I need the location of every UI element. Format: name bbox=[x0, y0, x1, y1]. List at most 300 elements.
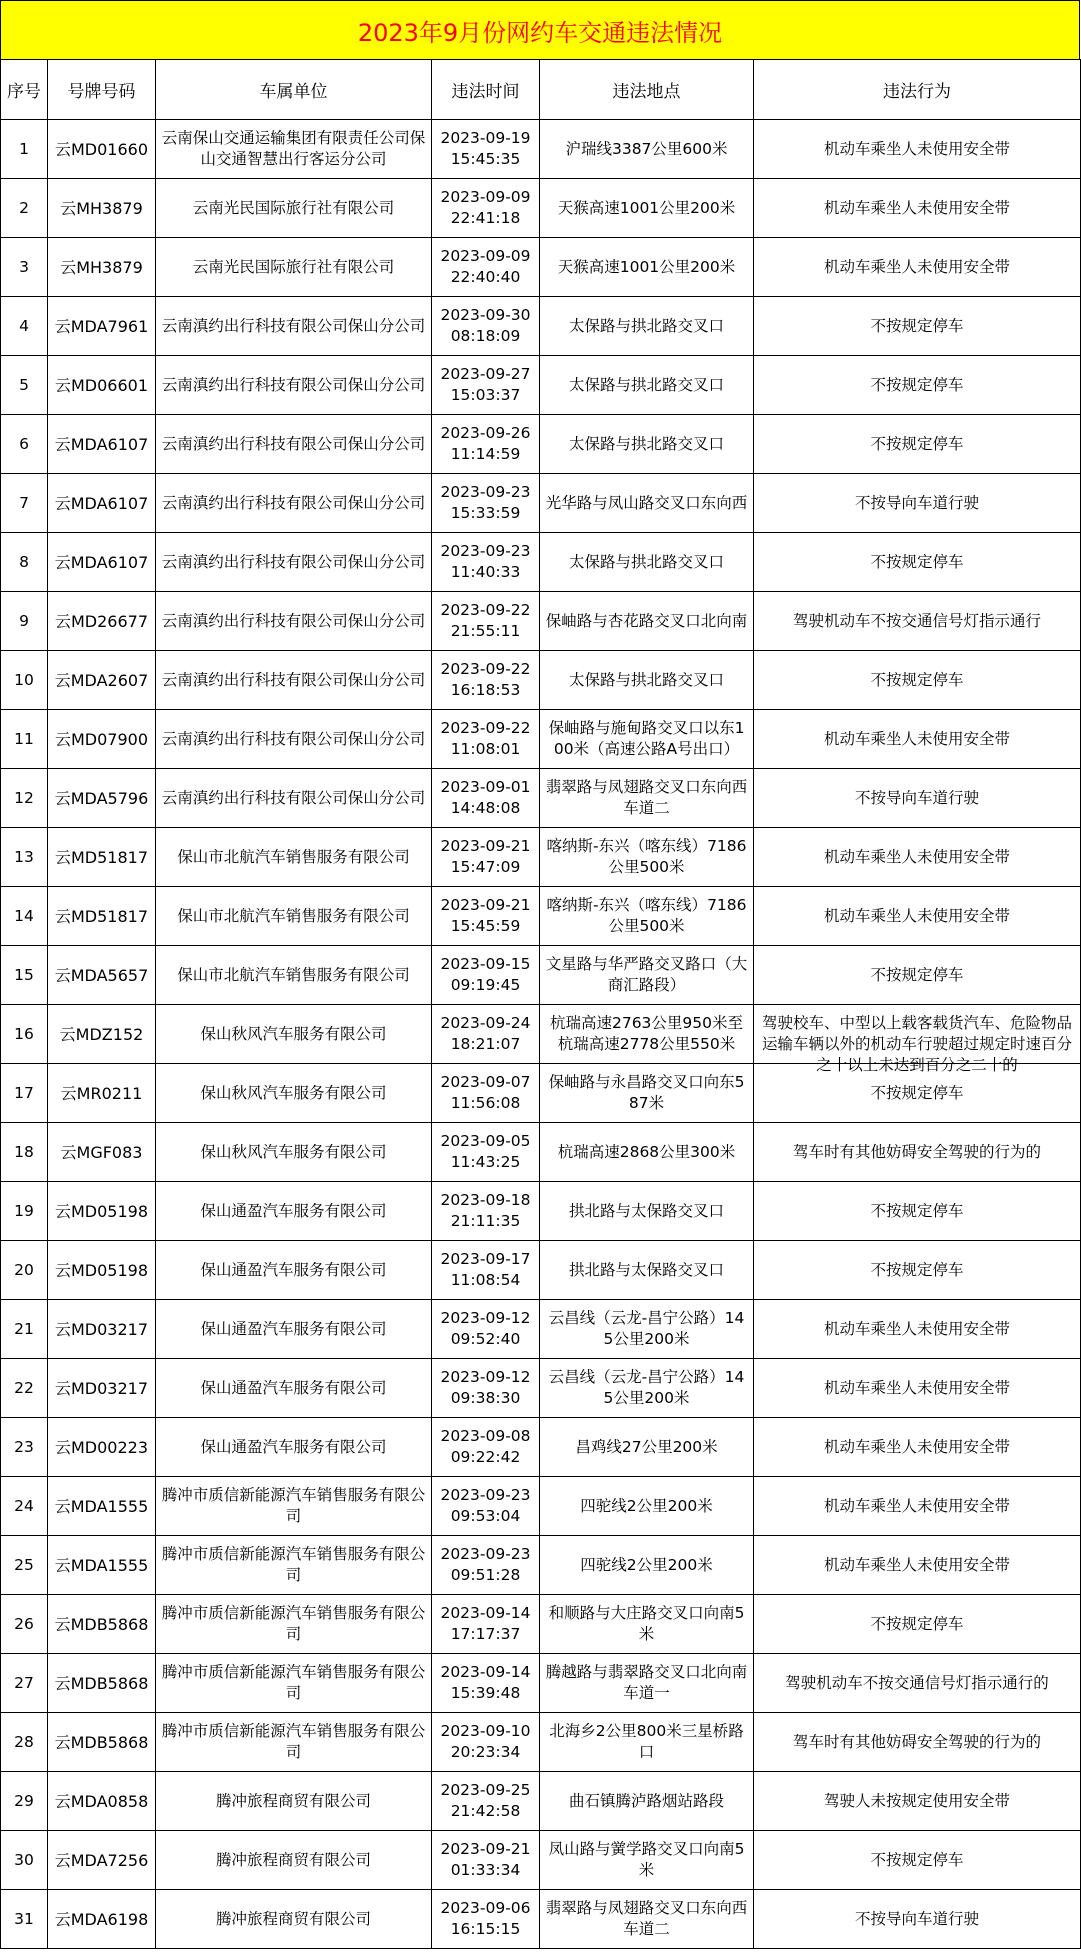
violation-clock-time: 09:52:40 bbox=[450, 1330, 521, 1348]
unit-cell bbox=[156, 1890, 432, 1949]
table-row bbox=[1, 1713, 1081, 1772]
place-text: 杭瑞高速2763公里950米至杭瑞高速2778公里550米 bbox=[549, 1014, 744, 1053]
row-number-cell: 2 bbox=[1, 179, 48, 238]
unit-cell bbox=[156, 1241, 432, 1300]
violation-time-cell bbox=[432, 1182, 540, 1241]
act-cell bbox=[754, 651, 1081, 710]
unit-text: 云南滇约出行科技有限公司保山分公司 bbox=[161, 670, 426, 689]
plate-cell: 云MDA6107 bbox=[48, 474, 156, 533]
act-text: 机动车乘坐人未使用安全带 bbox=[823, 1319, 1010, 1338]
row-number-cell: 8 bbox=[1, 533, 48, 592]
violation-date: 2023-09-27 bbox=[440, 365, 531, 383]
header-cell-act: 违法行为 bbox=[754, 60, 1081, 120]
plate-cell: 云MDA1555 bbox=[48, 1477, 156, 1536]
place-text: 文星路与华严路交叉路口（大商汇路段） bbox=[545, 955, 748, 994]
unit-cell bbox=[156, 120, 432, 179]
place-text: 太保路与拱北路交叉口 bbox=[568, 434, 724, 453]
violation-clock-time: 11:56:08 bbox=[450, 1094, 521, 1112]
violation-table bbox=[0, 59, 1081, 1949]
act-cell bbox=[754, 1536, 1081, 1595]
plate-cell: 云MDA6198 bbox=[48, 1890, 156, 1949]
place-cell bbox=[540, 828, 754, 887]
violation-date: 2023-09-14 bbox=[440, 1663, 531, 1681]
violation-time-cell bbox=[432, 1536, 540, 1595]
table-row bbox=[1, 179, 1081, 238]
place-text: 喀纳斯-东兴（喀东线）7186公里500米 bbox=[546, 896, 747, 935]
place-cell bbox=[540, 238, 754, 297]
violation-time-cell bbox=[432, 474, 540, 533]
unit-text: 腾冲旅程商贸有限公司 bbox=[215, 1850, 371, 1869]
violation-time-cell bbox=[432, 179, 540, 238]
plate-cell: 云MH3879 bbox=[48, 179, 156, 238]
table-row bbox=[1, 1123, 1081, 1182]
act-text: 机动车乘坐人未使用安全带 bbox=[823, 1437, 1010, 1456]
plate-cell: 云MD51817 bbox=[48, 828, 156, 887]
act-text: 不按规定停车 bbox=[870, 552, 964, 571]
table-row bbox=[1, 1477, 1081, 1536]
violation-time-cell bbox=[432, 120, 540, 179]
header-cell-plate: 号牌号码 bbox=[48, 60, 156, 120]
violation-date: 2023-09-09 bbox=[440, 247, 531, 265]
violation-clock-time: 08:18:09 bbox=[450, 327, 521, 345]
violation-time-cell bbox=[432, 1241, 540, 1300]
place-cell bbox=[540, 1831, 754, 1890]
place-cell bbox=[540, 1772, 754, 1831]
violation-date: 2023-09-22 bbox=[440, 601, 531, 619]
violation-time-cell bbox=[432, 356, 540, 415]
place-cell bbox=[540, 1123, 754, 1182]
unit-cell bbox=[156, 1300, 432, 1359]
violation-date: 2023-09-24 bbox=[440, 1014, 531, 1032]
violation-date: 2023-09-15 bbox=[440, 955, 531, 973]
violation-date: 2023-09-01 bbox=[440, 778, 531, 796]
act-text: 机动车乘坐人未使用安全带 bbox=[823, 139, 1010, 158]
violation-date: 2023-09-23 bbox=[440, 1545, 531, 1563]
violation-time-cell bbox=[432, 946, 540, 1005]
unit-cell bbox=[156, 1064, 432, 1123]
unit-cell bbox=[156, 1713, 432, 1772]
place-text: 杭瑞高速2868公里300米 bbox=[557, 1142, 736, 1161]
violation-time-cell bbox=[432, 592, 540, 651]
row-number-cell: 16 bbox=[1, 1005, 48, 1064]
header-cell-time: 违法时间 bbox=[432, 60, 540, 120]
place-cell bbox=[540, 533, 754, 592]
table-row bbox=[1, 1536, 1081, 1595]
act-text: 不按规定停车 bbox=[870, 316, 964, 335]
unit-text: 保山秋风汽车服务有限公司 bbox=[200, 1083, 387, 1102]
act-text: 机动车乘坐人未使用安全带 bbox=[823, 257, 1010, 276]
place-text: 翡翠路与凤翅路交叉口东向西车道二 bbox=[545, 778, 748, 817]
unit-text: 腾冲市质信新能源汽车销售服务有限公司 bbox=[161, 1604, 426, 1643]
act-cell bbox=[754, 1300, 1081, 1359]
table-row bbox=[1, 592, 1081, 651]
violation-time-cell bbox=[432, 1713, 540, 1772]
table-body bbox=[1, 120, 1081, 1949]
unit-text: 云南滇约出行科技有限公司保山分公司 bbox=[161, 788, 426, 807]
violation-time-cell bbox=[432, 828, 540, 887]
unit-cell bbox=[156, 651, 432, 710]
plate-cell: 云MDA2607 bbox=[48, 651, 156, 710]
violation-time-cell bbox=[432, 769, 540, 828]
unit-cell bbox=[156, 1418, 432, 1477]
violation-clock-time: 21:55:11 bbox=[450, 622, 521, 640]
row-number-cell: 4 bbox=[1, 297, 48, 356]
violation-time-cell bbox=[432, 1418, 540, 1477]
plate-cell: 云MD26677 bbox=[48, 592, 156, 651]
row-number-cell: 7 bbox=[1, 474, 48, 533]
violation-clock-time: 21:42:58 bbox=[450, 1802, 521, 1820]
place-cell bbox=[540, 946, 754, 1005]
table-row bbox=[1, 474, 1081, 533]
plate-cell: 云MDB5868 bbox=[48, 1713, 156, 1772]
unit-text: 保山市北航汽车销售服务有限公司 bbox=[177, 906, 410, 925]
act-cell bbox=[754, 297, 1081, 356]
act-text: 不按规定停车 bbox=[870, 1201, 964, 1220]
row-number-cell: 9 bbox=[1, 592, 48, 651]
place-text: 拱北路与太保路交叉口 bbox=[568, 1201, 724, 1220]
place-text: 凤山路与黉学路交叉口向南5米 bbox=[548, 1840, 745, 1879]
unit-cell bbox=[156, 356, 432, 415]
act-text: 机动车乘坐人未使用安全带 bbox=[823, 1496, 1010, 1515]
place-text: 太保路与拱北路交叉口 bbox=[568, 375, 724, 394]
unit-text: 保山通盈汽车服务有限公司 bbox=[200, 1260, 387, 1279]
act-text: 机动车乘坐人未使用安全带 bbox=[823, 847, 1010, 866]
violation-date: 2023-09-19 bbox=[440, 129, 531, 147]
unit-text: 保山通盈汽车服务有限公司 bbox=[200, 1437, 387, 1456]
act-cell bbox=[754, 356, 1081, 415]
unit-text: 保山通盈汽车服务有限公司 bbox=[200, 1201, 387, 1220]
place-cell bbox=[540, 1713, 754, 1772]
plate-cell: 云MH3879 bbox=[48, 238, 156, 297]
place-cell bbox=[540, 651, 754, 710]
act-cell bbox=[754, 1654, 1081, 1713]
violation-date: 2023-09-17 bbox=[440, 1250, 531, 1268]
act-text: 机动车乘坐人未使用安全带 bbox=[823, 1378, 1010, 1397]
act-cell bbox=[754, 1890, 1081, 1949]
place-text: 云昌线（云龙-昌宁公路）145公里200米 bbox=[548, 1368, 745, 1407]
place-text: 光华路与凤山路交叉口东向西 bbox=[545, 493, 748, 512]
act-cell bbox=[754, 1359, 1081, 1418]
act-text: 不按导向车道行驶 bbox=[854, 493, 979, 512]
act-text: 驾驶机动车不按交通信号灯指示通行 bbox=[792, 611, 1041, 630]
place-text: 沪瑞线3387公里600米 bbox=[565, 139, 728, 158]
act-text: 不按规定停车 bbox=[870, 375, 964, 394]
plate-cell: 云MD51817 bbox=[48, 887, 156, 946]
table-row bbox=[1, 828, 1081, 887]
row-number-cell: 11 bbox=[1, 710, 48, 769]
act-text: 不按规定停车 bbox=[870, 434, 964, 453]
unit-text: 云南滇约出行科技有限公司保山分公司 bbox=[161, 493, 426, 512]
place-cell bbox=[540, 1300, 754, 1359]
place-cell bbox=[540, 1890, 754, 1949]
table-row bbox=[1, 651, 1081, 710]
row-number-cell: 21 bbox=[1, 1300, 48, 1359]
act-cell bbox=[754, 179, 1081, 238]
unit-text: 腾冲旅程商贸有限公司 bbox=[215, 1791, 371, 1810]
violation-date: 2023-09-10 bbox=[440, 1722, 531, 1740]
unit-text: 保山通盈汽车服务有限公司 bbox=[200, 1319, 387, 1338]
place-text: 四驼线2公里200米 bbox=[580, 1496, 713, 1515]
place-cell bbox=[540, 356, 754, 415]
plate-cell: 云MGF083 bbox=[48, 1123, 156, 1182]
row-number-cell: 24 bbox=[1, 1477, 48, 1536]
violation-date: 2023-09-25 bbox=[440, 1781, 531, 1799]
row-number-cell: 18 bbox=[1, 1123, 48, 1182]
violation-clock-time: 18:21:07 bbox=[450, 1035, 521, 1053]
act-text: 机动车乘坐人未使用安全带 bbox=[823, 906, 1010, 925]
row-number-cell: 19 bbox=[1, 1182, 48, 1241]
unit-cell bbox=[156, 1182, 432, 1241]
act-cell bbox=[754, 1182, 1081, 1241]
unit-cell bbox=[156, 1359, 432, 1418]
unit-cell bbox=[156, 1123, 432, 1182]
violation-time-cell bbox=[432, 1477, 540, 1536]
violation-date: 2023-09-07 bbox=[440, 1073, 531, 1091]
plate-cell: 云MD07900 bbox=[48, 710, 156, 769]
unit-cell bbox=[156, 887, 432, 946]
violation-date: 2023-09-23 bbox=[440, 1486, 531, 1504]
row-number-cell: 20 bbox=[1, 1241, 48, 1300]
plate-cell: 云MDA5796 bbox=[48, 769, 156, 828]
violation-clock-time: 16:15:15 bbox=[450, 1920, 521, 1938]
unit-cell bbox=[156, 238, 432, 297]
place-text: 和顺路与大庄路交叉口向南5米 bbox=[548, 1604, 745, 1643]
place-cell bbox=[540, 1359, 754, 1418]
table-row bbox=[1, 1359, 1081, 1418]
row-number-cell: 5 bbox=[1, 356, 48, 415]
act-cell bbox=[754, 120, 1081, 179]
table-row bbox=[1, 1241, 1081, 1300]
violation-date: 2023-09-12 bbox=[440, 1309, 531, 1327]
act-cell bbox=[754, 1713, 1081, 1772]
plate-cell: 云MD00223 bbox=[48, 1418, 156, 1477]
act-cell bbox=[754, 1831, 1081, 1890]
table-row bbox=[1, 356, 1081, 415]
violation-time-cell bbox=[432, 1359, 540, 1418]
table-row bbox=[1, 1418, 1081, 1477]
act-text: 驾驶校车、中型以上载客载货汽车、危险物品运输车辆以外的机动车行驶超过规定时速百分之十以上未达到百分之二十的 bbox=[761, 1014, 1072, 1074]
place-text: 太保路与拱北路交叉口 bbox=[568, 552, 724, 571]
act-text: 机动车乘坐人未使用安全带 bbox=[823, 198, 1010, 217]
row-number-cell: 27 bbox=[1, 1654, 48, 1713]
unit-text: 云南滇约出行科技有限公司保山分公司 bbox=[161, 611, 426, 630]
header-cell-place: 违法地点 bbox=[540, 60, 754, 120]
row-number-cell: 14 bbox=[1, 887, 48, 946]
act-cell bbox=[754, 1477, 1081, 1536]
violation-clock-time: 11:14:59 bbox=[450, 445, 521, 463]
header-cell-unit: 车属单位 bbox=[156, 60, 432, 120]
plate-cell: 云MDA7256 bbox=[48, 1831, 156, 1890]
table-row bbox=[1, 1300, 1081, 1359]
violation-date: 2023-09-22 bbox=[440, 719, 531, 737]
place-text: 喀纳斯-东兴（喀东线）7186公里500米 bbox=[546, 837, 747, 876]
table-row bbox=[1, 887, 1081, 946]
unit-text: 腾冲市质信新能源汽车销售服务有限公司 bbox=[161, 1663, 426, 1702]
place-text: 太保路与拱北路交叉口 bbox=[568, 316, 724, 335]
unit-text: 云南滇约出行科技有限公司保山分公司 bbox=[161, 375, 426, 394]
unit-text: 云南保山交通运输集团有限责任公司保山交通智慧出行客运分公司 bbox=[161, 129, 426, 168]
act-cell bbox=[754, 1241, 1081, 1300]
place-text: 天猴高速1001公里200米 bbox=[557, 198, 736, 217]
violation-clock-time: 15:03:37 bbox=[450, 386, 521, 404]
violation-time-cell bbox=[432, 415, 540, 474]
violation-date: 2023-09-09 bbox=[440, 188, 531, 206]
act-text: 驾驶机动车不按交通信号灯指示通行的 bbox=[785, 1673, 1049, 1692]
unit-cell bbox=[156, 1536, 432, 1595]
unit-cell bbox=[156, 297, 432, 356]
violation-date: 2023-09-26 bbox=[440, 424, 531, 442]
place-cell bbox=[540, 769, 754, 828]
row-number-cell: 26 bbox=[1, 1595, 48, 1654]
plate-cell: 云MDA5657 bbox=[48, 946, 156, 1005]
place-cell bbox=[540, 1241, 754, 1300]
unit-cell bbox=[156, 769, 432, 828]
table-row bbox=[1, 1595, 1081, 1654]
place-text: 保岫路与杏花路交叉口北向南 bbox=[545, 611, 748, 630]
table-row bbox=[1, 238, 1081, 297]
act-text: 不按导向车道行驶 bbox=[854, 788, 979, 807]
violation-clock-time: 17:17:37 bbox=[450, 1625, 521, 1643]
violation-time-cell bbox=[432, 1654, 540, 1713]
act-text: 不按规定停车 bbox=[870, 670, 964, 689]
violation-date: 2023-09-08 bbox=[440, 1427, 531, 1445]
table-row bbox=[1, 1005, 1081, 1064]
place-text: 北海乡2公里800米三星桥路口 bbox=[549, 1722, 744, 1761]
header-cell-no: 序号 bbox=[1, 60, 48, 120]
violation-date: 2023-09-23 bbox=[440, 542, 531, 560]
plate-cell: 云MDZ152 bbox=[48, 1005, 156, 1064]
act-cell bbox=[754, 769, 1081, 828]
table-row bbox=[1, 769, 1081, 828]
violation-time-cell bbox=[432, 238, 540, 297]
unit-text: 云南滇约出行科技有限公司保山分公司 bbox=[161, 434, 426, 453]
unit-text: 保山市北航汽车销售服务有限公司 bbox=[177, 965, 410, 984]
violation-clock-time: 15:45:35 bbox=[450, 150, 521, 168]
violation-time-cell bbox=[432, 1831, 540, 1890]
violation-clock-time: 22:40:40 bbox=[450, 268, 521, 286]
place-cell bbox=[540, 887, 754, 946]
table-row bbox=[1, 946, 1081, 1005]
table-row bbox=[1, 1772, 1081, 1831]
unit-cell bbox=[156, 946, 432, 1005]
violation-time-cell bbox=[432, 1772, 540, 1831]
violation-time-cell bbox=[432, 887, 540, 946]
act-text: 机动车乘坐人未使用安全带 bbox=[823, 1555, 1010, 1574]
violation-clock-time: 09:38:30 bbox=[450, 1389, 521, 1407]
place-text: 天猴高速1001公里200米 bbox=[557, 257, 736, 276]
table-row bbox=[1, 120, 1081, 179]
unit-text: 腾冲旅程商贸有限公司 bbox=[215, 1909, 371, 1928]
unit-cell bbox=[156, 1831, 432, 1890]
violation-date: 2023-09-06 bbox=[440, 1899, 531, 1917]
act-text: 驾车时有其他妨碍安全驾驶的行为的 bbox=[792, 1142, 1041, 1161]
plate-cell: 云MDA1555 bbox=[48, 1536, 156, 1595]
place-cell bbox=[540, 710, 754, 769]
plate-cell: 云MD05198 bbox=[48, 1182, 156, 1241]
place-cell bbox=[540, 1536, 754, 1595]
row-number-cell: 1 bbox=[1, 120, 48, 179]
place-text: 太保路与拱北路交叉口 bbox=[568, 670, 724, 689]
violation-time-cell bbox=[432, 1005, 540, 1064]
row-number-cell: 30 bbox=[1, 1831, 48, 1890]
plate-cell: 云MDA6107 bbox=[48, 415, 156, 474]
place-text: 四驼线2公里200米 bbox=[580, 1555, 713, 1574]
violation-date: 2023-09-21 bbox=[440, 896, 531, 914]
row-number-cell: 23 bbox=[1, 1418, 48, 1477]
unit-text: 腾冲市质信新能源汽车销售服务有限公司 bbox=[161, 1545, 426, 1584]
unit-cell bbox=[156, 474, 432, 533]
row-number-cell: 10 bbox=[1, 651, 48, 710]
act-cell bbox=[754, 1772, 1081, 1831]
violation-clock-time: 15:45:59 bbox=[450, 917, 521, 935]
place-text: 昌鸡线27公里200米 bbox=[575, 1437, 718, 1456]
unit-text: 保山通盈汽车服务有限公司 bbox=[200, 1378, 387, 1397]
row-number-cell: 29 bbox=[1, 1772, 48, 1831]
unit-text: 云南滇约出行科技有限公司保山分公司 bbox=[161, 729, 426, 748]
act-cell bbox=[754, 710, 1081, 769]
plate-cell: 云MD03217 bbox=[48, 1300, 156, 1359]
violation-clock-time: 11:43:25 bbox=[450, 1153, 521, 1171]
plate-cell: 云MDA6107 bbox=[48, 533, 156, 592]
violation-date: 2023-09-21 bbox=[440, 837, 531, 855]
plate-cell: 云MD03217 bbox=[48, 1359, 156, 1418]
violation-clock-time: 11:08:01 bbox=[450, 740, 521, 758]
violation-clock-time: 11:08:54 bbox=[450, 1271, 521, 1289]
row-number-cell: 3 bbox=[1, 238, 48, 297]
act-cell bbox=[754, 474, 1081, 533]
violation-date: 2023-09-14 bbox=[440, 1604, 531, 1622]
act-cell bbox=[754, 415, 1081, 474]
unit-text: 腾冲市质信新能源汽车销售服务有限公司 bbox=[161, 1722, 426, 1761]
violation-date: 2023-09-12 bbox=[440, 1368, 531, 1386]
unit-cell bbox=[156, 592, 432, 651]
unit-text: 保山秋风汽车服务有限公司 bbox=[200, 1024, 387, 1043]
violation-clock-time: 15:47:09 bbox=[450, 858, 521, 876]
place-cell bbox=[540, 179, 754, 238]
violation-time-cell bbox=[432, 297, 540, 356]
place-cell bbox=[540, 1182, 754, 1241]
plate-cell: 云MR0211 bbox=[48, 1064, 156, 1123]
violation-clock-time: 09:51:28 bbox=[450, 1566, 521, 1584]
act-cell bbox=[754, 946, 1081, 1005]
plate-cell: 云MD01660 bbox=[48, 120, 156, 179]
violation-clock-time: 09:22:42 bbox=[450, 1448, 521, 1466]
unit-cell bbox=[156, 1654, 432, 1713]
row-number-cell: 22 bbox=[1, 1359, 48, 1418]
unit-cell bbox=[156, 1595, 432, 1654]
unit-cell bbox=[156, 1005, 432, 1064]
place-cell bbox=[540, 297, 754, 356]
act-cell bbox=[754, 1418, 1081, 1477]
act-cell bbox=[754, 828, 1081, 887]
plate-cell: 云MDB5868 bbox=[48, 1654, 156, 1713]
violation-time-cell bbox=[432, 651, 540, 710]
row-number-cell: 12 bbox=[1, 769, 48, 828]
act-cell bbox=[754, 1005, 1081, 1074]
table-row bbox=[1, 1182, 1081, 1241]
act-text: 不按规定停车 bbox=[870, 1260, 964, 1279]
table-row bbox=[1, 710, 1081, 769]
act-text: 不按规定停车 bbox=[870, 1083, 964, 1102]
place-text: 拱北路与太保路交叉口 bbox=[568, 1260, 724, 1279]
table-row bbox=[1, 297, 1081, 356]
act-text: 驾驶人未按规定使用安全带 bbox=[823, 1791, 1010, 1810]
unit-text: 保山秋风汽车服务有限公司 bbox=[200, 1142, 387, 1161]
plate-cell: 云MDB5868 bbox=[48, 1595, 156, 1654]
plate-cell: 云MDA0858 bbox=[48, 1772, 156, 1831]
unit-text: 云南滇约出行科技有限公司保山分公司 bbox=[161, 552, 426, 571]
table-row bbox=[1, 1831, 1081, 1890]
